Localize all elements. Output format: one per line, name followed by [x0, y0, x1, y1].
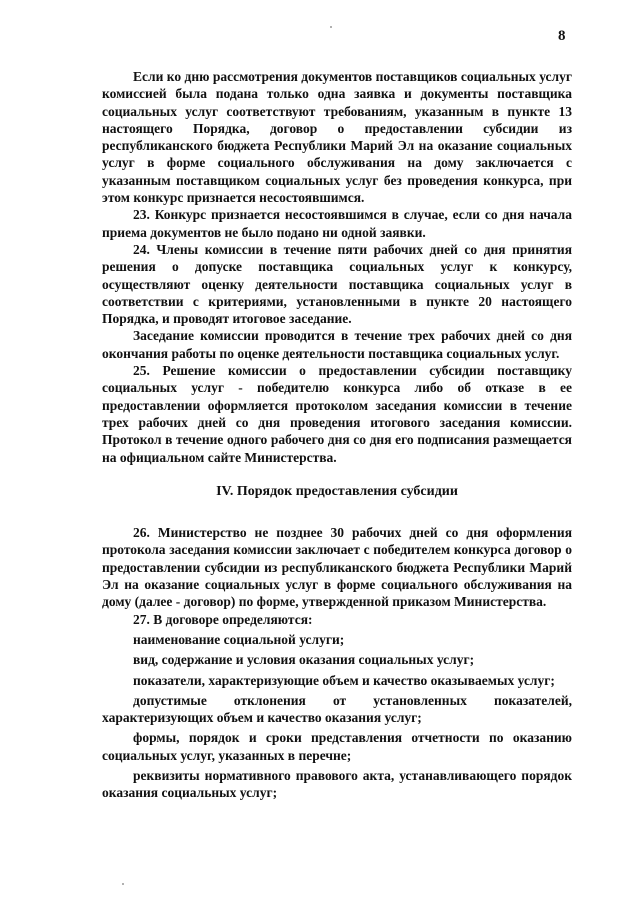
- list-item: вид, содержание и условия оказания социальных услуг;: [133, 652, 475, 668]
- scan-speck: [330, 26, 332, 28]
- paragraph-item-27: 27. В договоре определяются:: [133, 611, 313, 627]
- section-heading: IV. Порядок предоставления субсидии: [216, 483, 458, 499]
- list-item: наименование социальной услуги;: [133, 631, 345, 647]
- paragraph-item-24: 24. Члены комиссии в течение пяти рабочих дней со дня принятия решения о допуске поставщика социальных услуг к конкурсу, осуществляют оценку деятельности поставщика социальных услуг в соответствии с критериями, установленными в пункте 20 настоящего Порядка, и проводят итоговое заседание.: [102, 241, 572, 327]
- list-item: допустимые отклонения от установленных показателей, характеризующих объем и качество оказания услуг;: [102, 692, 572, 726]
- paragraph-item-23: 23. Конкурс признается несостоявшимся в случае, если со дня начала приема документов не было подано ни одной заявки.: [102, 207, 572, 240]
- document-body: [102, 68, 572, 805]
- paragraph-item-26: 26. Министерство не позднее 30 рабочих дней со дня оформления протокола заседания комиссии заключает с победителем конкурса договор о предоставлении субсидии из республиканского бюджета Республики Марий Эл на оказание социальных услуг в форме социального обслуживания на дому (далее - договор) по форме, утвержденной приказом Министерства.: [102, 525, 572, 610]
- list-item: показатели, характеризующие объем и качество оказываемых услуг;: [133, 672, 555, 688]
- paragraph-contest-single-application: Если ко дню рассмотрения документов поставщиков социальных услуг комиссией была подана только одна заявка и документы поставщика социальных услуг соответствуют требованиям, указанным в пункте 13 настоящего Порядка, договор о предоставлении субсидии из республиканского бюджета Республики Марий Эл на оказание социальных услуг в форме социального обслуживания на дому заключается с указанным поставщиком социальных услуг без проведения конкурса, при этом конкурс признается несостоявшимся.: [102, 69, 572, 206]
- scan-speck: [122, 883, 124, 885]
- paragraph-commission-meeting: Заседание комиссии проводится в течение трех рабочих дней со дня окончания работы по оценке деятельности поставщика социальных услуг.: [102, 328, 572, 361]
- list-item: формы, порядок и сроки представления отчетности по оказанию социальных услуг, указанных в перечне;: [102, 730, 572, 763]
- list-item: реквизиты нормативного правового акта, устанавливающего порядок оказания социальных услуг;: [102, 767, 572, 801]
- page-number: 8: [558, 28, 566, 44]
- paragraph-item-25: 25. Решение комиссии о предоставлении субсидии поставщику социальных услуг - победителю конкурса либо об отказе в ее предоставлении оформляется протоколом заседания комиссии в течение трех рабочих дней со дня проведения итогового заседания комиссии. Протокол в течение одного рабочего дня со дня его подписания размещается на официальном сайте Министерства.: [102, 363, 572, 465]
